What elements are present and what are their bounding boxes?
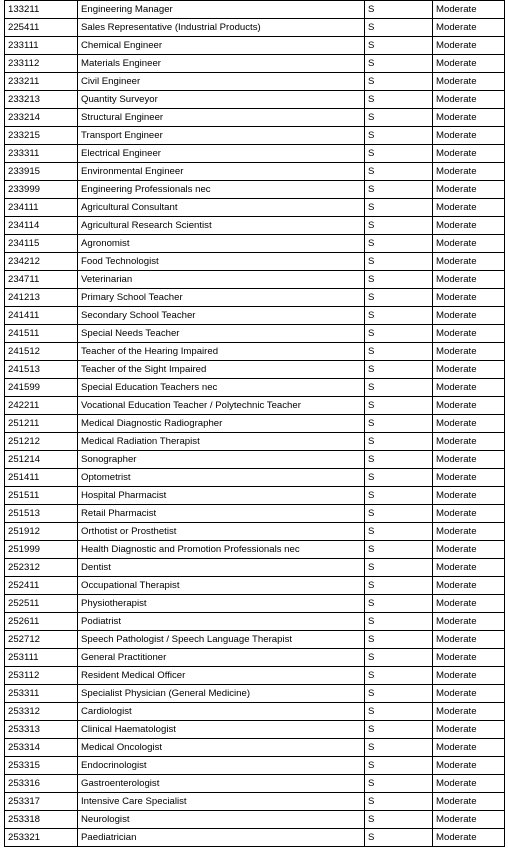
- occupation-list-cell: S: [365, 829, 433, 847]
- occupation-list-cell: S: [365, 307, 433, 325]
- occupation-list-cell: S: [365, 37, 433, 55]
- occupation-list-cell: S: [365, 19, 433, 37]
- occupation-risk-cell: Moderate: [433, 649, 505, 667]
- occupation-title-cell: Secondary School Teacher: [78, 307, 365, 325]
- occupation-code-cell: 234212: [5, 253, 78, 271]
- occupation-risk-cell: Moderate: [433, 577, 505, 595]
- occupation-title-cell: Hospital Pharmacist: [78, 487, 365, 505]
- occupation-code-cell: 233112: [5, 55, 78, 73]
- occupation-risk-cell: Moderate: [433, 217, 505, 235]
- occupation-title-cell: Engineering Professionals nec: [78, 181, 365, 199]
- occupation-title-cell: Medical Oncologist: [78, 739, 365, 757]
- occupation-title-cell: Environmental Engineer: [78, 163, 365, 181]
- occupation-title-cell: Dentist: [78, 559, 365, 577]
- occupation-code-cell: 252611: [5, 613, 78, 631]
- occupation-list-cell: S: [365, 109, 433, 127]
- table-row: [5, 361, 505, 379]
- occupation-code-cell: 251999: [5, 541, 78, 559]
- occupation-code-cell: 233215: [5, 127, 78, 145]
- occupation-list-cell: S: [365, 163, 433, 181]
- table-row: [5, 325, 505, 343]
- table-row: [5, 631, 505, 649]
- table-row: [5, 559, 505, 577]
- occupation-risk-cell: Moderate: [433, 631, 505, 649]
- table-row: [5, 307, 505, 325]
- occupation-title-cell: Orthotist or Prosthetist: [78, 523, 365, 541]
- occupation-title-cell: Occupational Therapist: [78, 577, 365, 595]
- occupation-list-cell: S: [365, 127, 433, 145]
- occupation-risk-cell: Moderate: [433, 307, 505, 325]
- occupation-code-cell: 233214: [5, 109, 78, 127]
- occupation-title-cell: Clinical Haematologist: [78, 721, 365, 739]
- occupation-code-cell: 241513: [5, 361, 78, 379]
- table-row: [5, 757, 505, 775]
- occupation-list-cell: S: [365, 325, 433, 343]
- table-row: [5, 577, 505, 595]
- occupation-risk-cell: Moderate: [433, 145, 505, 163]
- occupation-risk-cell: Moderate: [433, 127, 505, 145]
- occupation-code-cell: 234115: [5, 235, 78, 253]
- occupation-title-cell: Physiotherapist: [78, 595, 365, 613]
- table-row: [5, 811, 505, 829]
- occupation-risk-cell: Moderate: [433, 685, 505, 703]
- table-row: [5, 199, 505, 217]
- table-row: [5, 181, 505, 199]
- occupation-code-cell: 241213: [5, 289, 78, 307]
- occupation-list-cell: S: [365, 433, 433, 451]
- occupation-risk-cell: Moderate: [433, 523, 505, 541]
- occupation-list-cell: S: [365, 91, 433, 109]
- occupation-title-cell: Podiatrist: [78, 613, 365, 631]
- occupation-code-cell: 252411: [5, 577, 78, 595]
- table-row: [5, 505, 505, 523]
- table-row: [5, 109, 505, 127]
- occupation-code-cell: 233211: [5, 73, 78, 91]
- occupation-risk-cell: Moderate: [433, 829, 505, 847]
- occupation-title-cell: Veterinarian: [78, 271, 365, 289]
- occupation-risk-cell: Moderate: [433, 91, 505, 109]
- occupation-code-cell: 241511: [5, 325, 78, 343]
- occupation-list-cell: S: [365, 199, 433, 217]
- occupation-risk-cell: Moderate: [433, 397, 505, 415]
- occupation-risk-cell: Moderate: [433, 343, 505, 361]
- table-row: [5, 127, 505, 145]
- table-row: [5, 649, 505, 667]
- table-row: [5, 451, 505, 469]
- occupation-title-cell: Speech Pathologist / Speech Language Therapist: [78, 631, 365, 649]
- occupation-title-cell: Vocational Education Teacher / Polytechnic Teacher: [78, 397, 365, 415]
- occupation-risk-cell: Moderate: [433, 703, 505, 721]
- occupation-risk-cell: Moderate: [433, 55, 505, 73]
- table-row: [5, 721, 505, 739]
- occupation-title-cell: Agricultural Consultant: [78, 199, 365, 217]
- occupation-code-cell: 233999: [5, 181, 78, 199]
- occupation-title-cell: Agronomist: [78, 235, 365, 253]
- occupation-risk-cell: Moderate: [433, 433, 505, 451]
- occupation-list-cell: S: [365, 757, 433, 775]
- table-row: [5, 397, 505, 415]
- occupation-risk-cell: Moderate: [433, 415, 505, 433]
- occupation-risk-cell: Moderate: [433, 811, 505, 829]
- occupation-title-cell: Gastroenterologist: [78, 775, 365, 793]
- table-row: [5, 667, 505, 685]
- occupation-code-cell: 241512: [5, 343, 78, 361]
- table-row: [5, 37, 505, 55]
- table-row: [5, 775, 505, 793]
- occupation-code-cell: 242211: [5, 397, 78, 415]
- occupation-code-cell: 234114: [5, 217, 78, 235]
- occupation-list-cell: S: [365, 343, 433, 361]
- occupation-list-cell: S: [365, 811, 433, 829]
- occupation-risk-cell: Moderate: [433, 271, 505, 289]
- occupation-risk-cell: Moderate: [433, 721, 505, 739]
- table-row: [5, 217, 505, 235]
- occupation-risk-cell: Moderate: [433, 37, 505, 55]
- occupation-list-cell: S: [365, 415, 433, 433]
- occupation-list-cell: S: [365, 667, 433, 685]
- occupation-risk-cell: Moderate: [433, 469, 505, 487]
- occupation-list-cell: S: [365, 361, 433, 379]
- occupation-code-cell: 253112: [5, 667, 78, 685]
- table-row: [5, 793, 505, 811]
- occupation-code-cell: 252712: [5, 631, 78, 649]
- occupation-title-cell: Paediatrician: [78, 829, 365, 847]
- table-row: [5, 703, 505, 721]
- table-row: [5, 343, 505, 361]
- table-row: [5, 541, 505, 559]
- occupation-code-cell: 251912: [5, 523, 78, 541]
- occupation-title-cell: Electrical Engineer: [78, 145, 365, 163]
- occupation-title-cell: Special Education Teachers nec: [78, 379, 365, 397]
- occupation-title-cell: Transport Engineer: [78, 127, 365, 145]
- table-row: [5, 91, 505, 109]
- occupation-code-cell: 251212: [5, 433, 78, 451]
- occupation-code-cell: 251214: [5, 451, 78, 469]
- table-row: [5, 19, 505, 37]
- occupation-code-cell: 251511: [5, 487, 78, 505]
- occupation-risk-cell: Moderate: [433, 19, 505, 37]
- occupation-risk-cell: Moderate: [433, 235, 505, 253]
- occupation-table: [4, 0, 505, 847]
- occupation-risk-cell: Moderate: [433, 325, 505, 343]
- occupation-risk-cell: Moderate: [433, 613, 505, 631]
- table-row: [5, 55, 505, 73]
- occupation-code-cell: 233111: [5, 37, 78, 55]
- occupation-title-cell: Sonographer: [78, 451, 365, 469]
- occupation-list-cell: S: [365, 793, 433, 811]
- occupation-risk-cell: Moderate: [433, 451, 505, 469]
- occupation-title-cell: Special Needs Teacher: [78, 325, 365, 343]
- occupation-title-cell: Structural Engineer: [78, 109, 365, 127]
- occupation-title-cell: Retail Pharmacist: [78, 505, 365, 523]
- occupation-list-cell: S: [365, 631, 433, 649]
- occupation-title-cell: Cardiologist: [78, 703, 365, 721]
- occupation-list-cell: S: [365, 775, 433, 793]
- occupation-risk-cell: Moderate: [433, 667, 505, 685]
- occupation-title-cell: Teacher of the Hearing Impaired: [78, 343, 365, 361]
- occupation-risk-cell: Moderate: [433, 109, 505, 127]
- occupation-risk-cell: Moderate: [433, 541, 505, 559]
- occupation-title-cell: Endocrinologist: [78, 757, 365, 775]
- table-row: [5, 415, 505, 433]
- occupation-title-cell: Specialist Physician (General Medicine): [78, 685, 365, 703]
- occupation-risk-cell: Moderate: [433, 199, 505, 217]
- table-row: [5, 163, 505, 181]
- table-row: [5, 433, 505, 451]
- occupation-list-cell: S: [365, 379, 433, 397]
- occupation-list-cell: S: [365, 451, 433, 469]
- occupation-code-cell: 251411: [5, 469, 78, 487]
- occupation-list-cell: S: [365, 595, 433, 613]
- occupation-list-cell: S: [365, 1, 433, 19]
- occupation-list-cell: S: [365, 235, 433, 253]
- table-row: [5, 469, 505, 487]
- occupation-title-cell: Agricultural Research Scientist: [78, 217, 365, 235]
- occupation-risk-cell: Moderate: [433, 505, 505, 523]
- occupation-code-cell: 233311: [5, 145, 78, 163]
- table-row: [5, 523, 505, 541]
- occupation-code-cell: 253111: [5, 649, 78, 667]
- occupation-risk-cell: Moderate: [433, 559, 505, 577]
- occupation-list-cell: S: [365, 55, 433, 73]
- occupation-code-cell: 251513: [5, 505, 78, 523]
- occupation-title-cell: Engineering Manager: [78, 1, 365, 19]
- occupation-list-cell: S: [365, 721, 433, 739]
- occupation-code-cell: 241599: [5, 379, 78, 397]
- occupation-code-cell: 233213: [5, 91, 78, 109]
- occupation-list-cell: S: [365, 541, 433, 559]
- table-row: [5, 379, 505, 397]
- table-row: [5, 271, 505, 289]
- occupation-title-cell: Medical Radiation Therapist: [78, 433, 365, 451]
- occupation-title-cell: Neurologist: [78, 811, 365, 829]
- occupation-title-cell: Optometrist: [78, 469, 365, 487]
- occupation-code-cell: 253317: [5, 793, 78, 811]
- occupation-risk-cell: Moderate: [433, 289, 505, 307]
- occupation-list-cell: S: [365, 703, 433, 721]
- table-row: [5, 73, 505, 91]
- occupation-code-cell: 253318: [5, 811, 78, 829]
- occupation-code-cell: 234111: [5, 199, 78, 217]
- occupation-list-cell: S: [365, 739, 433, 757]
- occupation-title-cell: Health Diagnostic and Promotion Professionals nec: [78, 541, 365, 559]
- occupation-list-cell: S: [365, 145, 433, 163]
- occupation-title-cell: Sales Representative (Industrial Products): [78, 19, 365, 37]
- occupation-list-cell: S: [365, 577, 433, 595]
- occupation-title-cell: Civil Engineer: [78, 73, 365, 91]
- occupation-code-cell: 234711: [5, 271, 78, 289]
- occupation-list-cell: S: [365, 181, 433, 199]
- occupation-risk-cell: Moderate: [433, 595, 505, 613]
- occupation-title-cell: Chemical Engineer: [78, 37, 365, 55]
- occupation-title-cell: Primary School Teacher: [78, 289, 365, 307]
- table-row: [5, 829, 505, 847]
- occupation-title-cell: Teacher of the Sight Impaired: [78, 361, 365, 379]
- occupation-list-cell: S: [365, 685, 433, 703]
- occupation-code-cell: 253311: [5, 685, 78, 703]
- table-row: [5, 253, 505, 271]
- occupation-list-cell: S: [365, 487, 433, 505]
- occupation-risk-cell: Moderate: [433, 757, 505, 775]
- table-row: [5, 487, 505, 505]
- occupation-code-cell: 252511: [5, 595, 78, 613]
- occupation-risk-cell: Moderate: [433, 73, 505, 91]
- occupation-risk-cell: Moderate: [433, 253, 505, 271]
- occupation-title-cell: Intensive Care Specialist: [78, 793, 365, 811]
- table-row: [5, 235, 505, 253]
- occupation-risk-cell: Moderate: [433, 379, 505, 397]
- occupation-code-cell: 253312: [5, 703, 78, 721]
- occupation-risk-cell: Moderate: [433, 181, 505, 199]
- occupation-risk-cell: Moderate: [433, 361, 505, 379]
- occupation-title-cell: Food Technologist: [78, 253, 365, 271]
- table-row: [5, 1, 505, 19]
- occupation-list-cell: S: [365, 523, 433, 541]
- occupation-list-cell: S: [365, 505, 433, 523]
- occupation-risk-cell: Moderate: [433, 163, 505, 181]
- occupation-list-cell: S: [365, 397, 433, 415]
- occupation-code-cell: 233915: [5, 163, 78, 181]
- occupation-title-cell: General Practitioner: [78, 649, 365, 667]
- occupation-code-cell: 253314: [5, 739, 78, 757]
- table-row: [5, 739, 505, 757]
- occupation-list-cell: S: [365, 469, 433, 487]
- occupation-risk-cell: Moderate: [433, 739, 505, 757]
- occupation-title-cell: Materials Engineer: [78, 55, 365, 73]
- occupation-code-cell: 241411: [5, 307, 78, 325]
- occupation-list-cell: S: [365, 559, 433, 577]
- occupation-list-cell: S: [365, 613, 433, 631]
- occupation-list-cell: S: [365, 649, 433, 667]
- occupation-list-cell: S: [365, 289, 433, 307]
- table-row: [5, 289, 505, 307]
- occupation-code-cell: 225411: [5, 19, 78, 37]
- occupation-risk-cell: Moderate: [433, 775, 505, 793]
- occupation-title-cell: Resident Medical Officer: [78, 667, 365, 685]
- table-row: [5, 613, 505, 631]
- occupation-code-cell: 253321: [5, 829, 78, 847]
- occupation-list-cell: S: [365, 73, 433, 91]
- occupation-list-cell: S: [365, 253, 433, 271]
- occupation-risk-cell: Moderate: [433, 1, 505, 19]
- occupation-list-cell: S: [365, 217, 433, 235]
- occupation-code-cell: 133211: [5, 1, 78, 19]
- occupation-code-cell: 252312: [5, 559, 78, 577]
- occupation-risk-cell: Moderate: [433, 487, 505, 505]
- table-row: [5, 595, 505, 613]
- occupation-title-cell: Quantity Surveyor: [78, 91, 365, 109]
- occupation-code-cell: 251211: [5, 415, 78, 433]
- occupation-title-cell: Medical Diagnostic Radiographer: [78, 415, 365, 433]
- occupation-code-cell: 253315: [5, 757, 78, 775]
- occupation-code-cell: 253313: [5, 721, 78, 739]
- occupation-list-cell: S: [365, 271, 433, 289]
- occupation-code-cell: 253316: [5, 775, 78, 793]
- occupation-risk-cell: Moderate: [433, 793, 505, 811]
- occupation-table-body: [5, 1, 505, 847]
- table-row: [5, 685, 505, 703]
- table-row: [5, 145, 505, 163]
